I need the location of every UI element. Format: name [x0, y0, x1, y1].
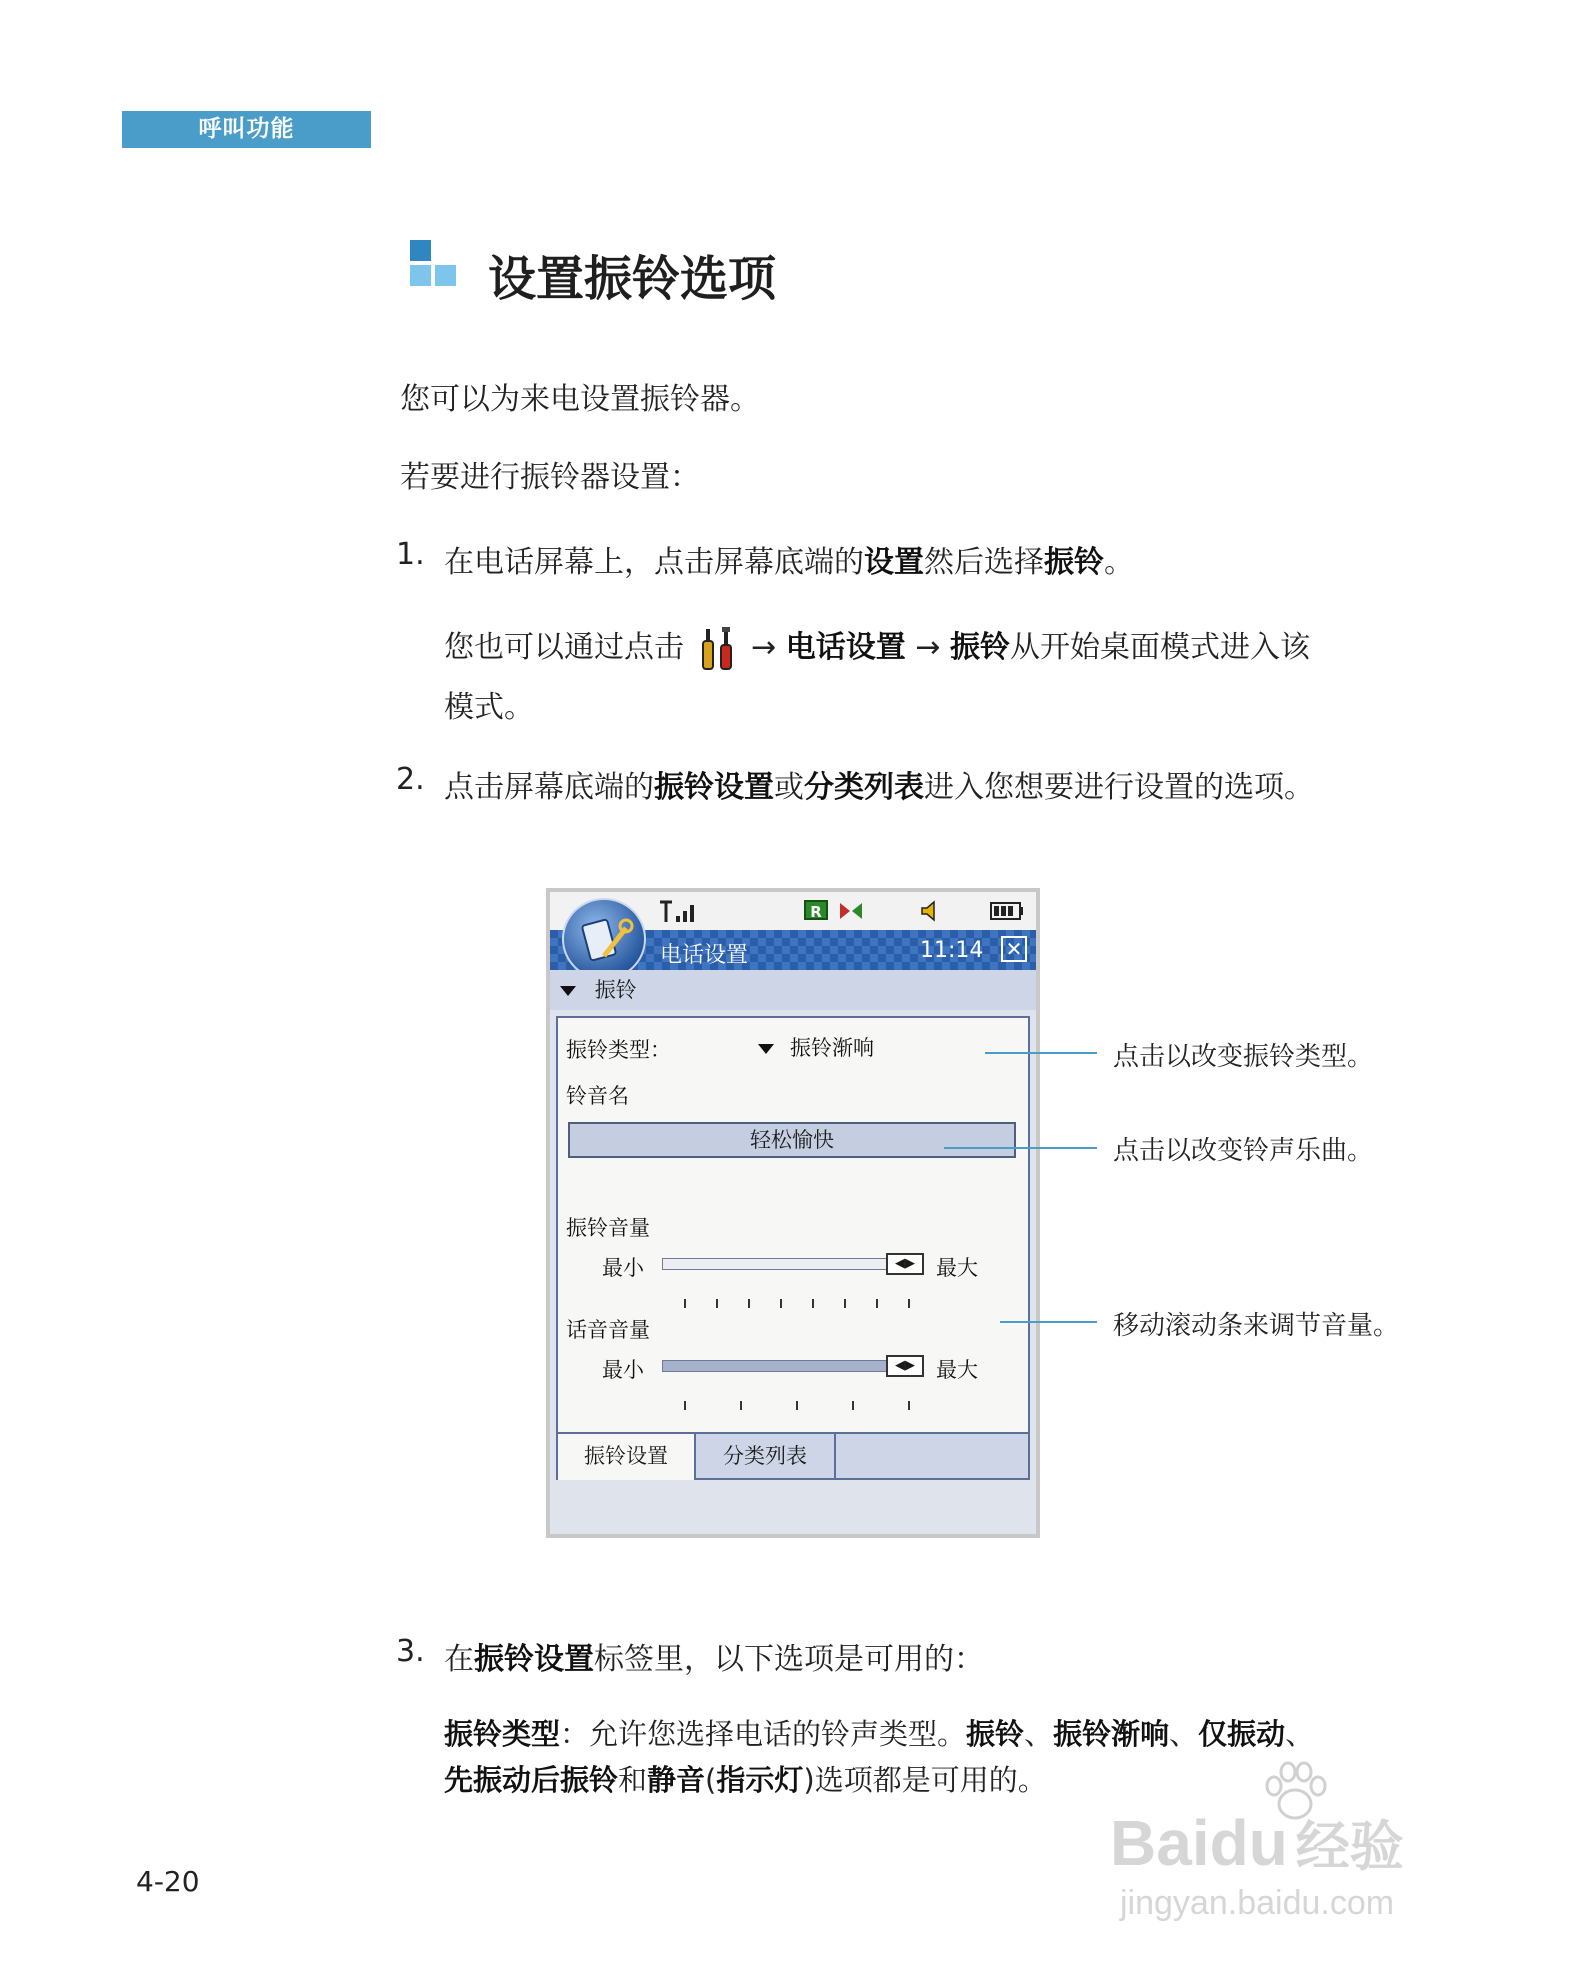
- page-number: 4-20: [136, 1865, 200, 1898]
- device-time: 11:14: [920, 938, 984, 963]
- watermark-url: jingyan.baidu.com: [1120, 1884, 1395, 1922]
- ring-settings-panel: [556, 1016, 1030, 1436]
- ring-type-value: 振铃渐响: [790, 1036, 874, 1060]
- ring-volume-min: 最小: [602, 1256, 644, 1280]
- callout-volume: 移动滚动条来调节音量。: [1113, 1311, 1400, 1341]
- device-title: 电话设置: [660, 943, 749, 968]
- step-1-number: 1.: [396, 537, 425, 572]
- ring-volume-tick: [716, 1299, 718, 1308]
- step-3-detail-line2: 先振动后振铃和静音(指示灯)选项都是可用的。: [444, 1763, 1047, 1797]
- voice-volume-min: 最小: [602, 1358, 644, 1382]
- voice-volume-label: 话音音量: [566, 1318, 650, 1342]
- voice-volume-slider[interactable]: [662, 1360, 888, 1372]
- ring-volume-label: 振铃音量: [566, 1216, 650, 1240]
- step-1-text: 在电话屏幕上，点击屏幕底端的设置然后选择振铃。: [444, 545, 1134, 580]
- callout-ring-type: 点击以改变振铃类型。: [1113, 1042, 1374, 1072]
- voice-volume-tick: [796, 1401, 798, 1410]
- voice-volume-thumb[interactable]: ◀▶: [886, 1355, 924, 1377]
- step-3-text: 在振铃设置标签里，以下选项是可用的：: [444, 1642, 984, 1677]
- tab-bar-empty: [836, 1434, 1030, 1480]
- callout-line: [944, 1147, 1097, 1149]
- device-screenshot: [546, 888, 1040, 1538]
- step-2-number: 2.: [396, 762, 425, 797]
- speaker-icon: [920, 900, 942, 922]
- phone-settings-logo-icon: [562, 898, 646, 980]
- tab-ring-settings[interactable]: 振铃设置: [556, 1434, 696, 1480]
- step-1-sub-text: 您也可以通过点击 → 电话设置 → 振铃从开始桌面模式进入该: [444, 622, 1310, 671]
- ring-volume-thumb[interactable]: ◀▶: [886, 1253, 924, 1275]
- callout-ringtone: 点击以改变铃声乐曲。: [1113, 1136, 1374, 1166]
- ring-volume-tick: [684, 1299, 686, 1308]
- ring-volume-tick: [780, 1299, 782, 1308]
- signal-icon: [658, 900, 698, 924]
- step-1-sub-text-line2: 模式。: [444, 690, 534, 725]
- ringtone-label: 铃音名: [566, 1084, 629, 1108]
- tab-category-list[interactable]: 分类列表: [696, 1434, 836, 1480]
- step-2-text: 点击屏幕底端的振铃设置或分类列表进入您想要进行设置的选项。: [444, 770, 1314, 805]
- call-icon: [838, 900, 864, 922]
- device-tab-bar: [556, 1432, 1030, 1482]
- ring-volume-slider[interactable]: [662, 1258, 888, 1270]
- watermark-brand2: du: [1209, 1807, 1288, 1879]
- ring-type-select[interactable]: [758, 1032, 874, 1062]
- ring-volume-max: 最大: [936, 1256, 978, 1280]
- ring-volume-tick: [908, 1299, 910, 1308]
- section-label: 振铃: [594, 978, 637, 1002]
- lead-text: 若要进行振铃器设置：: [400, 460, 700, 495]
- close-icon[interactable]: ✕: [1001, 936, 1027, 962]
- voice-volume-tick: [908, 1401, 910, 1410]
- section-tab: 呼叫功能: [122, 111, 371, 148]
- voice-volume-max: 最大: [936, 1358, 978, 1382]
- ringtone-button[interactable]: 轻松愉快: [568, 1122, 1016, 1158]
- ring-type-label: 振铃类型：: [566, 1038, 671, 1062]
- ring-volume-tick: [844, 1299, 846, 1308]
- watermark-brand: Bai: [1110, 1807, 1210, 1879]
- dropdown-arrow-icon: [758, 1044, 774, 1054]
- ring-volume-tick: [876, 1299, 878, 1308]
- heading-squares-icon: [410, 240, 458, 288]
- ring-section-header[interactable]: [550, 970, 1036, 1010]
- ring-volume-tick: [748, 1299, 750, 1308]
- baidu-watermark: [1110, 1760, 1490, 1930]
- roaming-r-icon: R: [804, 900, 828, 920]
- voice-volume-tick: [740, 1401, 742, 1410]
- step-3-detail-line1: 振铃类型：允许您选择电话的铃声类型。振铃、振铃渐响、仅振动、: [444, 1717, 1315, 1751]
- dropdown-arrow-icon: [560, 986, 576, 996]
- voice-volume-tick: [684, 1401, 686, 1410]
- step-3-number: 3.: [396, 1634, 425, 1669]
- battery-icon: [990, 902, 1024, 920]
- callout-line: [985, 1052, 1097, 1054]
- callout-line: [1000, 1321, 1097, 1323]
- page-heading: 设置振铃选项: [488, 251, 777, 307]
- watermark-cn: 经验: [1295, 1817, 1404, 1877]
- intro-text: 您可以为来电设置振铃器。: [400, 382, 760, 417]
- voice-volume-tick: [852, 1401, 854, 1410]
- tools-icon: [700, 627, 736, 671]
- ring-volume-tick: [812, 1299, 814, 1308]
